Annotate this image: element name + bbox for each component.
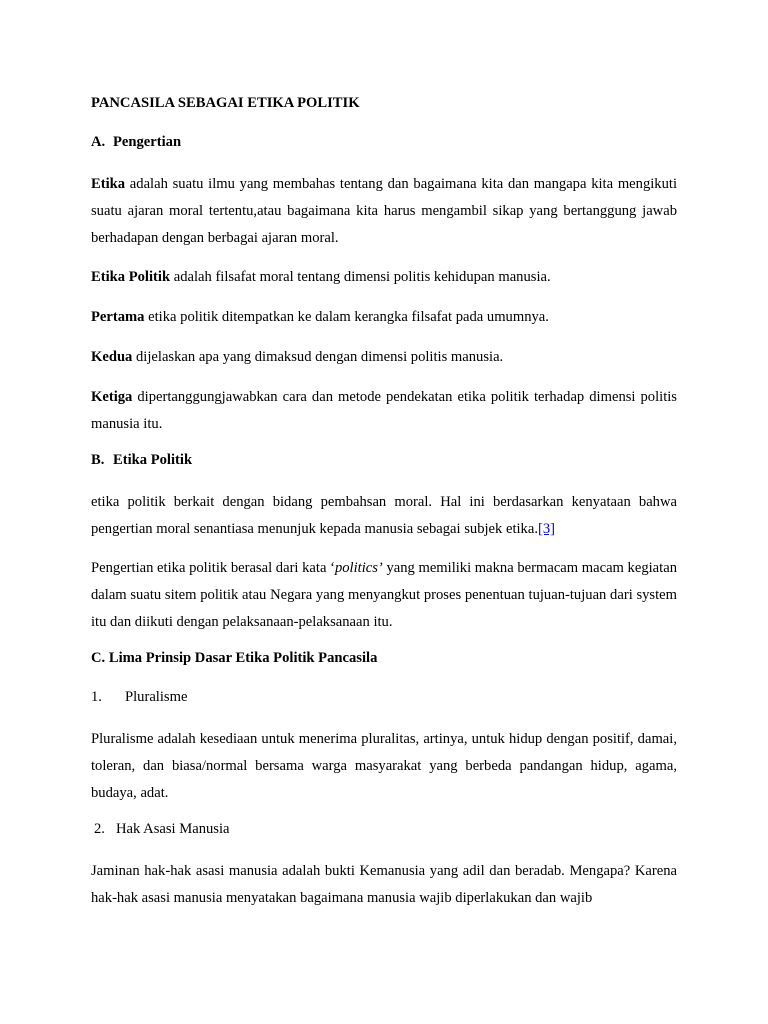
text-b1: etika politik berkait dengan bidang pembahsan moral. Hal ini berdasarkan kenyataan bahwa pengertian moral senantiasa menunjuk kepada manusia sebagai subjek etika.	[91, 494, 677, 537]
text-b2-before: Pengertian etika politik berasal dari kata ‘	[91, 560, 335, 576]
term-kedua: Kedua	[91, 349, 133, 365]
section-a-label: Pengertian	[113, 134, 182, 150]
list-item-ham	[91, 819, 677, 839]
term-pertama: Pertama	[91, 309, 145, 325]
text-b2-italic: politics’	[334, 560, 383, 576]
text-kedua: dijelaskan apa yang dimaksud dengan dimensi politis manusia.	[132, 349, 504, 365]
list-number-1: 1.	[91, 689, 102, 705]
paragraph-ham: Jaminan hak-hak asasi manusia adalah bukti Kemanusia yang adil dan beradab. Mengapa? Karena hak-hak asasi manusia menyatakan bagaimana manusia wajib diperlakukan dan wajib	[91, 863, 677, 906]
text-pertama: etika politik ditempatkan ke dalam kerangka filsafat pada umumnya.	[144, 309, 549, 325]
footnote-link[interactable]: [3]	[537, 521, 556, 537]
page-title	[91, 93, 677, 113]
paragraph-b1	[91, 489, 677, 543]
section-b-label: Etika Politik	[113, 452, 193, 468]
list-label-pluralisme: Pluralisme	[125, 689, 188, 705]
section-a-number: A.	[91, 134, 106, 150]
paragraph-kedua	[91, 344, 677, 371]
list-number-2: 2.	[94, 821, 105, 837]
term-ketiga: Ketiga	[91, 389, 133, 405]
section-a-heading	[91, 132, 677, 152]
term-etika: Etika	[91, 176, 126, 192]
paragraph-pluralisme: Pluralisme adalah kesediaan untuk menerima pluralitas, artinya, untuk hidup dengan positif, damai, toleran, dan biasa/normal bersama warga masyarakat yang berbeda pandangan hidup, agama, budaya, adat.	[91, 731, 677, 801]
text-b2-after: yang memiliki makna bermacam macam kegiatan dalam suatu sitem politik atau Negara yang menyangkut proses penentuan tujuan-tujuan dari system itu dan diikuti dengan pelaksanaan-pelaksanaan itu.	[91, 560, 677, 630]
paragraph-ketiga	[91, 384, 677, 438]
section-b-number: B.	[91, 452, 105, 468]
section-b-heading	[91, 450, 677, 470]
paragraph-etika-politik	[91, 264, 677, 291]
paragraph-etika	[91, 171, 677, 252]
list-label-ham: Hak Asasi Manusia	[116, 821, 230, 837]
section-c-heading	[91, 648, 677, 668]
section-c-label: C. Lima Prinsip Dasar Etika Politik Pancasila	[91, 650, 378, 666]
paragraph-b2	[91, 555, 677, 636]
text-etika: adalah suatu ilmu yang membahas tentang dan bagaimana kita dan mangapa kita mengikuti suatu ajaran moral tertentu,atau bagaimana kita harus mengambil sikap yang bertanggung jawab berhadapan dengan berbagai ajaran moral.	[91, 176, 677, 246]
title-text: PANCASILA SEBAGAI ETIKA POLITIK	[91, 95, 360, 111]
text-ketiga: dipertanggungjawabkan cara dan metode pendekatan etika politik terhadap dimensi politis manusia itu.	[91, 389, 677, 432]
paragraph-pertama	[91, 304, 677, 331]
text-etika-politik: adalah filsafat moral tentang dimensi politis kehidupan manusia.	[170, 269, 551, 285]
term-etika-politik: Etika Politik	[91, 269, 171, 285]
list-item-pluralisme	[91, 687, 677, 707]
